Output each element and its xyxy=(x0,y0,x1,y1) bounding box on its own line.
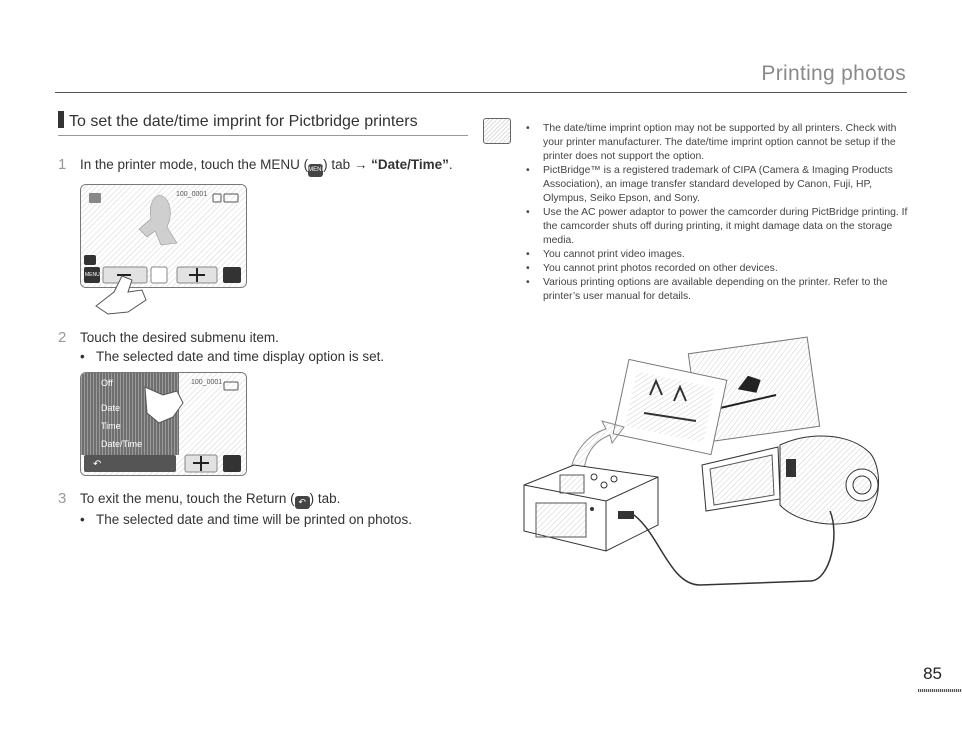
step-text xyxy=(80,157,453,177)
bullet-dot: • xyxy=(80,349,85,364)
file-counter: 100_0001 xyxy=(176,191,208,198)
menu-tab-label[interactable]: MENU xyxy=(85,272,100,278)
step-3-bullet xyxy=(80,512,412,527)
battery-icon xyxy=(224,194,238,202)
note-item xyxy=(526,206,916,248)
note-text: PictBridge™ is a registered trademark of CIPA (Camera & Imaging Products Association), an image transfer standard developed by Canon, Fuji, HP, Olympus, Seiko Epson, and Sony. xyxy=(543,165,893,204)
section-heading xyxy=(58,111,468,136)
submenu-item[interactable]: Date xyxy=(101,403,121,413)
bullet-dot: • xyxy=(80,512,85,527)
notes-list xyxy=(526,122,916,304)
bullet-text: The selected date and time will be printed on photos. xyxy=(96,512,412,527)
page-header-title: Printing photos xyxy=(761,62,906,85)
note-text: You cannot print photos recorded on other devices. xyxy=(543,263,778,274)
note-item xyxy=(526,248,916,262)
note-text: Use the AC power adaptor to power the camcorder during PictBridge printing. If the camcorder shuts off during printing, it might damage data on the storage media. xyxy=(543,207,908,246)
note-text: You cannot print video images. xyxy=(543,249,685,260)
mode-icon xyxy=(89,193,101,203)
bullet-dot: • xyxy=(526,249,530,260)
note-text: The date/time imprint option may not be supported by all printers. Check with your printer manufacturer. The date/time imprint option cannot be setup if the printer does not support the option. xyxy=(543,123,897,162)
bullet-dot: • xyxy=(526,207,530,218)
submenu-item[interactable]: Date/Time xyxy=(101,439,143,449)
print-tab-icon xyxy=(223,267,241,283)
note-item xyxy=(526,122,916,164)
step-text: Touch the desired submenu item. xyxy=(80,330,279,345)
printer-camcorder-illustration xyxy=(510,335,910,595)
step-text-part: . xyxy=(448,157,453,172)
pointing-hand-icon xyxy=(145,387,183,423)
file-counter: 100_0001 xyxy=(191,379,223,386)
step-text xyxy=(80,491,340,509)
note-item xyxy=(526,262,916,276)
camcorder xyxy=(702,436,879,524)
header-divider xyxy=(55,92,907,93)
svg-text:↶: ↶ xyxy=(93,459,102,470)
step-number: 1 xyxy=(58,156,67,173)
note-text: Various printing options are available depending on the printer. Refer to the printer’s user manual for details. xyxy=(543,277,888,302)
bullet-dot: • xyxy=(526,277,530,288)
step-2-bullet xyxy=(80,349,384,364)
step-text-part: ) tab → xyxy=(323,157,372,172)
card-icon xyxy=(213,194,221,202)
section-heading-text: To set the date/time imprint for Pictbridge printers xyxy=(69,113,418,130)
pointing-hand-icon xyxy=(92,272,152,316)
bullet-dot: • xyxy=(526,165,530,176)
step-text-part: To exit the menu, touch the Return ( xyxy=(80,491,295,506)
bullet-text: The selected date and time display option is set. xyxy=(96,349,385,364)
screen-2-graphics xyxy=(81,373,246,475)
page-icon xyxy=(151,267,167,283)
submenu-item[interactable]: Time xyxy=(101,421,121,431)
photo-printer xyxy=(524,465,658,551)
submenu-item[interactable]: Off xyxy=(101,378,113,388)
step-number: 2 xyxy=(58,329,67,346)
battery-icon xyxy=(224,382,238,390)
menu-icon: MENU xyxy=(308,164,323,177)
page-number: 85 xyxy=(923,664,942,683)
playback-icon xyxy=(84,255,96,265)
print-tab-icon xyxy=(223,455,241,472)
note-item xyxy=(526,276,916,304)
bullet-dot: • xyxy=(526,263,530,274)
step-text-part: ) tab. xyxy=(309,491,341,506)
note-icon xyxy=(483,118,511,144)
bullet-dot: • xyxy=(526,123,530,134)
skater-silhouette xyxy=(139,195,177,245)
page-number-rule xyxy=(918,689,962,692)
usb-cable xyxy=(634,511,834,585)
camcorder-screen-2 xyxy=(80,372,247,476)
step-number: 3 xyxy=(58,490,67,507)
return-icon: ↶ xyxy=(295,496,310,509)
note-item xyxy=(526,164,916,206)
step-text-part: In the printer mode, touch the MENU ( xyxy=(80,157,309,172)
heading-marker xyxy=(58,111,64,128)
date-time-label: “Date/Time” xyxy=(371,157,449,172)
